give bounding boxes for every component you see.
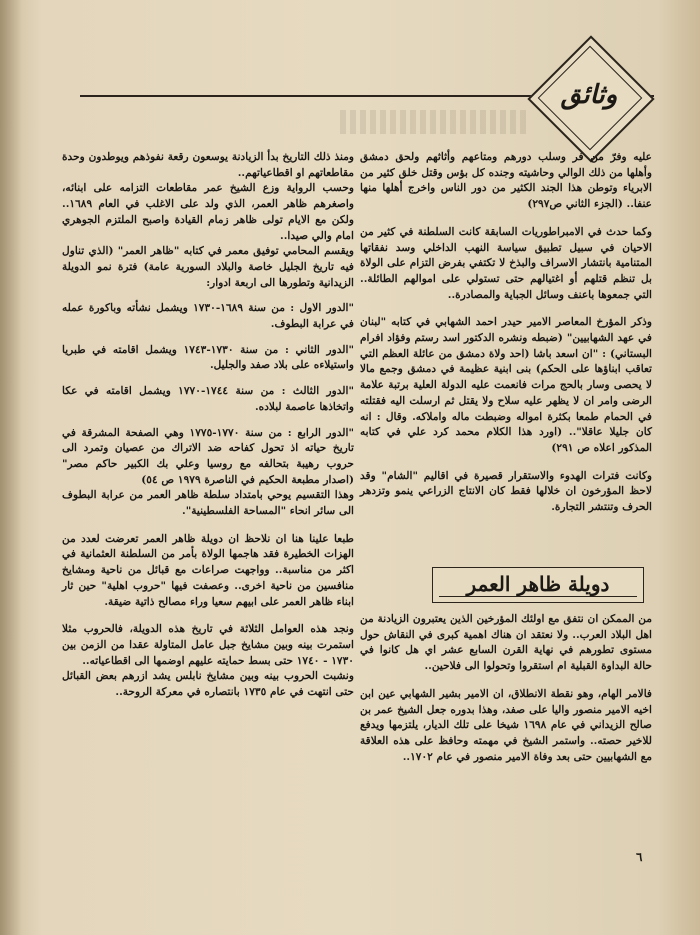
- paragraph: عليه وفرّ من فر وسلب دورهم ومتاعهم وأثاثهم ولحق دمشق وأهلها من ذلك الوالي وحاشيته وجنده كل بؤس وقتل خلق كثير من الابرياء وتوطن هذا الجند الكثير من دور الناس واخرج أهلها منها عنفا.. (الجزء الثاني ص٢٩٧): [360, 151, 652, 211]
- paragraph: "الدور الثاني : من سنة ١٧٣٠-١٧٤٣ ويشمل اقامته في طبريا واستيلاءه على بلاد صفد والجليل.: [62, 343, 354, 372]
- paragraph: "الدور الثالث : من سنة ١٧٤٤-١٧٧٠ ويشمل اقامته في عكا واتخاذها عاصمة لبلاده.: [62, 385, 354, 413]
- show-through-text: [340, 110, 530, 134]
- right-text-column: [360, 150, 652, 516]
- paragraph: فالامر الهام، وهو نقطة الانطلاق، ان الامير بشير الشهابي عين ابن اخيه الامير منصور واليا على صفد، وهذا بدوره جعل الشيخ عمر بن صالح الزيداني في عام ١٦٩٨ شيخا على تلك الديار، يلتزمها ويدفع للاخير حصته.. واستمر الشيخ في مهمته وحافظ على هذه العلاقة مع الشهابيين حتى بعد وفاة الامير منصور في عام ١٧٠٢..: [360, 687, 652, 763]
- paragraph: ومنذ ذلك التاريخ بدأ الزيادنة يوسعون رقعة نفوذهم ويوطدون وحدة مقاطعاتهم او اقطاعياتهم..: [62, 151, 354, 179]
- paragraph: ونشبت الحروب بينه وبين مشايخ نابلس يشد ازرهم بعض القبائل حتى انتهت في عام ١٧٣٥ بانتصاره في معركة الروحة..: [62, 670, 354, 699]
- paragraph: "الدور الاول : من سنة ١٦٨٩-١٧٣٠ ويشمل نشأته وباكورة عمله في عرابة البطوف.: [62, 302, 355, 331]
- paragraph: ونجد هذه العوامل الثلاثة في تاريخ هذه الدويلة، فالحروب مثلا استمرت بينه وبين مشايخ جبل عامل المتاولة عقدا من الزمن بين ١٧٣٠ - ١٧٤٠ حتى بسط حمايته عليهم اوضمها الى اقطاعياته..: [62, 623, 354, 667]
- paragraph: "الدور الرابع : من سنة ١٧٧٠-١٧٧٥ وهي الصفحة المشرقة في تاريخ حياته اذ تحول كفاحه ضد الاتراك من عصيان وتمرد الى حروب رهيبة بتحالفه مع روسيا وعلي بك الكبير حاكم مصر" (اصدار مطبعة الحكيم في الناصرة ١٩٧٩ ص ٥٤): [62, 426, 354, 486]
- paragraph: من الممكن ان نتفق مع اولئك المؤرخين الذين يعتبرون الزيادنة من اهل البلاد العرب.. ولا نعتقد ان هناك اهمية كبرى في النقاش حول مستوى تطورهم في نهاية القرن السابع عشر اي هل كانوا في حالة البداوة القبلية ام استقروا وتحولوا الى فلاحين..: [360, 613, 652, 673]
- page-number: ٦: [636, 850, 643, 864]
- page-gutter-shadow: [0, 0, 22, 935]
- header-rule: [80, 95, 540, 97]
- paragraph: وهذا التقسيم يوحي بامتداد سلطة ظاهر العمر من عرابة البطوف الى سائر انحاء "المساحة الفلسطينية".: [62, 489, 354, 518]
- paragraph: ويقسم المحامي توفيق معمر في كتابه "ظاهر العمر" (الذي تناول فيه تاريخ الجليل خاصة والبلاد السورية عامة) فترة نمو الدويلة الزيدانية وتطورها الى اربعة ادوار:: [62, 245, 354, 289]
- paragraph: وكما حدث في الامبراطوريات السابقة كانت السلطنة في كثير من الاحيان في سبيل تطبيق سياسة النهب الداخلي وسد نفقاتها المتنامية بانتشار الاسراف والبذخ لا تكتفي بفرض التزام على الولاة بل تنظم قتلهم أو اغتيالهم حتى تستولي على اموالهم الطائلة.. التي جمعوها باعنف وسائل الجباية والمصادرة..: [360, 225, 652, 301]
- paragraph: وحسب الرواية وزع الشيخ عمر مقاطعات التزامه على ابنائه، واصغرهم ظاهر العمر، الذي ولد على الاغلب في العام ١٦٨٩.. ولكن مع الايام تولى ظاهر زمام القيادة واصبح الملتزم الجوهري امام والي صيدا..: [62, 182, 354, 242]
- right-text-column-lower: [360, 612, 652, 765]
- left-text-column: [62, 150, 354, 701]
- section-badge-label: وثائق: [560, 80, 618, 110]
- section-heading: دويلة ظاهر العمر: [432, 567, 644, 603]
- paragraph: وكانت فترات الهدوء والاستقرار قصيرة في اقاليم "الشام" وقد لاحظ المؤرخون ان خلالها فقط كان الانتاج الزراعي ينمو وتزدهر الحرف وتنتشر التجارة.: [360, 469, 652, 514]
- paragraph: طبعا علينا هنا ان نلاحظ ان دويلة ظاهر العمر تعرضت لعدد من الهزات الخطيرة فقد هاجمها الولاة بأمر من السلطنة العثمانية في اكثر من مناسبة.. وواجهت صراعات مع قبائل من ناحية ومشايخ منافسين من ناحية اخرى.. وعصفت فيها "حروب اهلية" حين ثار ابناء ظاهر العمر على ابيهم سعيا وراء مصالح ذاتية ضيقة.: [62, 532, 354, 608]
- paragraph: وذكر المؤرخ المعاصر الامير حيدر احمد الشهابي في كتابه "لبنان في عهد الشهابيين" (ضبطه ونشره الدكتور اسد رستم وفؤاد افرام البستاني) : "ان اسعد باشا (احد ولاة دمشق من عائلة العظم التي تعاقب ابناؤها على الحكم) بنى ابنية عظيمة في دمشق وجمع مالا لا يحصى وسار بالحج مرات فانعمت عليه الدولة العلية برتبة علامة الرضى وامر ان لا يظهر عليه سلاح ولا يقتل ثم ارسلت اليه فقتلته في الحمام طمعا بكثرة امواله وضبطت ماله واملاكه. وقال : انه كان جليلا عاقلا".. (اورد هذا الكلام محمد كرد علي في كتابه المذكور اعلاه ص ٢٩١): [360, 316, 652, 454]
